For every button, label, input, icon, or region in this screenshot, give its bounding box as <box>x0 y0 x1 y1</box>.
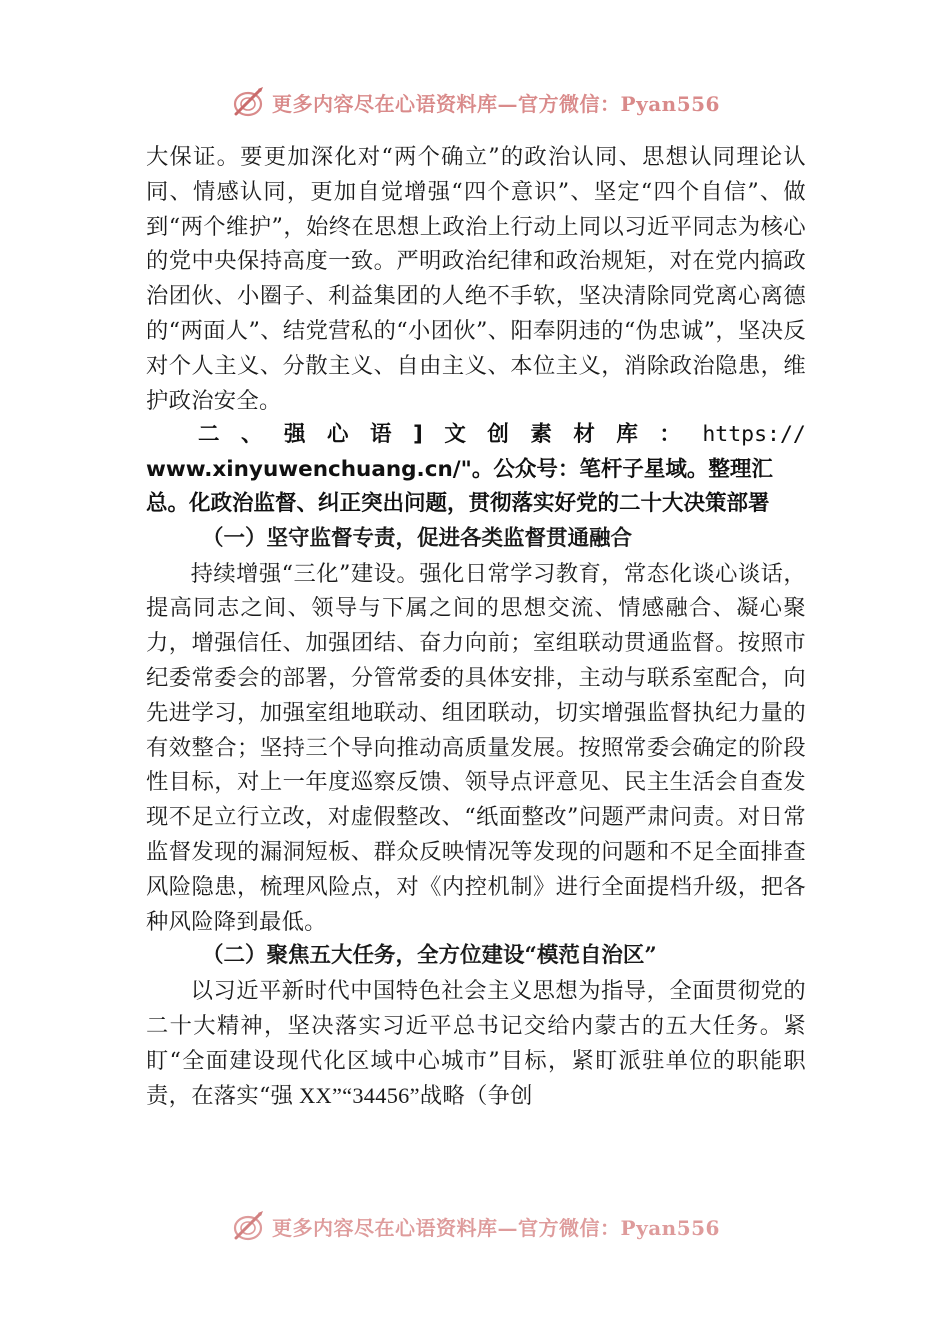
heading-url-start: https:// <box>702 422 806 448</box>
subsection-heading-1: （一）坚守监督专责，促进各类监督贯通融合 <box>202 525 633 551</box>
heading-char: ] <box>413 422 423 448</box>
heading-char: ： <box>659 422 681 448</box>
heading-char: 二 <box>198 422 220 448</box>
heading-char: 文 <box>444 422 466 448</box>
paragraph-five-tasks-strategy: XX”“34456” <box>293 1082 420 1108</box>
heading-char: 语 <box>370 422 392 448</box>
document-body <box>146 140 806 1113</box>
brush-logo-icon <box>230 86 266 118</box>
paragraph-five-tasks-end: 战略（争创 <box>419 1082 533 1109</box>
paragraph-five-tasks-start: 以习近平新时代中国特色社会主义思想为指导，全面贯彻党的二十大精神，坚决落实习近平总书记交给内蒙古的五大任务。紧盯“全面建设现代化区域中心城市”目标，紧盯派驻单位的职能职责，在落实“强 <box>146 978 806 1109</box>
watermark-text: 更多内容尽在心语资料库—官方微信：Pyan556 <box>272 1215 720 1240</box>
heading-char: 库 <box>616 422 638 448</box>
heading-char: 素 <box>530 422 552 448</box>
heading-char: 、 <box>241 422 263 448</box>
heading-char: 创 <box>487 422 509 448</box>
paragraph-political-security: 大保证。要更加深化对“两个确立”的政治认同、思想认同理论认同、情感认同，更加自觉增强“四个意识”、坚定“四个自信”、做到“两个维护”，始终在思想上政治上行动上同以习近平同志为核心的党中央保持高度一致。严明政治纪律和政治规矩，对在党内搞政治团伙、小圈子、利益集团的人绝不手软，坚决清除同党离心离德的“两面人”、结党营私的“小团伙”、阳奉阴违的“伪忠诚”，坚决反对个人主义、分散主义、自由主义、本位主义，消除政治隐患，维护政治安全。 <box>146 144 806 414</box>
watermark-top <box>0 86 950 123</box>
brush-logo-icon <box>230 1210 266 1242</box>
paragraph-five-tasks <box>146 974 806 1113</box>
watermark-bottom <box>0 1210 950 1247</box>
watermark-text: 更多内容尽在心语资料库—官方微信：Pyan556 <box>272 91 720 116</box>
section-heading-2-rest: www.xinyuwenchuang.cn/"。公众号：笔杆子星域。整理汇总。化政治监督、纠正突出问题，贯彻落实好党的二十大决策部署 <box>146 456 773 517</box>
heading-char: 强 <box>284 422 306 448</box>
paragraph-supervision: 持续增强“三化”建设。强化日常学习教育，常态化谈心谈话，提高同志之间、领导与下属之间的思想交流、情感融合、凝心聚力，增强信任、加强团结、奋力向前；室组联动贯通监督。按照市纪委常委会的部署，分管常委的具体安排，主动与联系室配合，向先进学习，加强室组地联动、组团联动，切实增强监督执纪力量的有效整合；坚持三个导向推动高质量发展。按照常委会确定的阶段性目标，对上一年度巡察反馈、领导点评意见、民主生活会自查发现不足立行立改，对虚假整改、“纸面整改”问题严肃问责。对日常监督发现的漏洞短板、群众反映情况等发现的问题和不足全面排查风险隐患，梳理风险点，对《内控机制》进行全面提档升级，把各种风险降到最低。 <box>146 560 806 935</box>
heading-char: 材 <box>573 422 595 448</box>
heading-char: 心 <box>327 422 349 448</box>
section-heading-2-line1 <box>146 418 806 453</box>
subsection-heading-2: （二）聚焦五大任务，全方位建设“模范自治区” <box>202 943 657 969</box>
